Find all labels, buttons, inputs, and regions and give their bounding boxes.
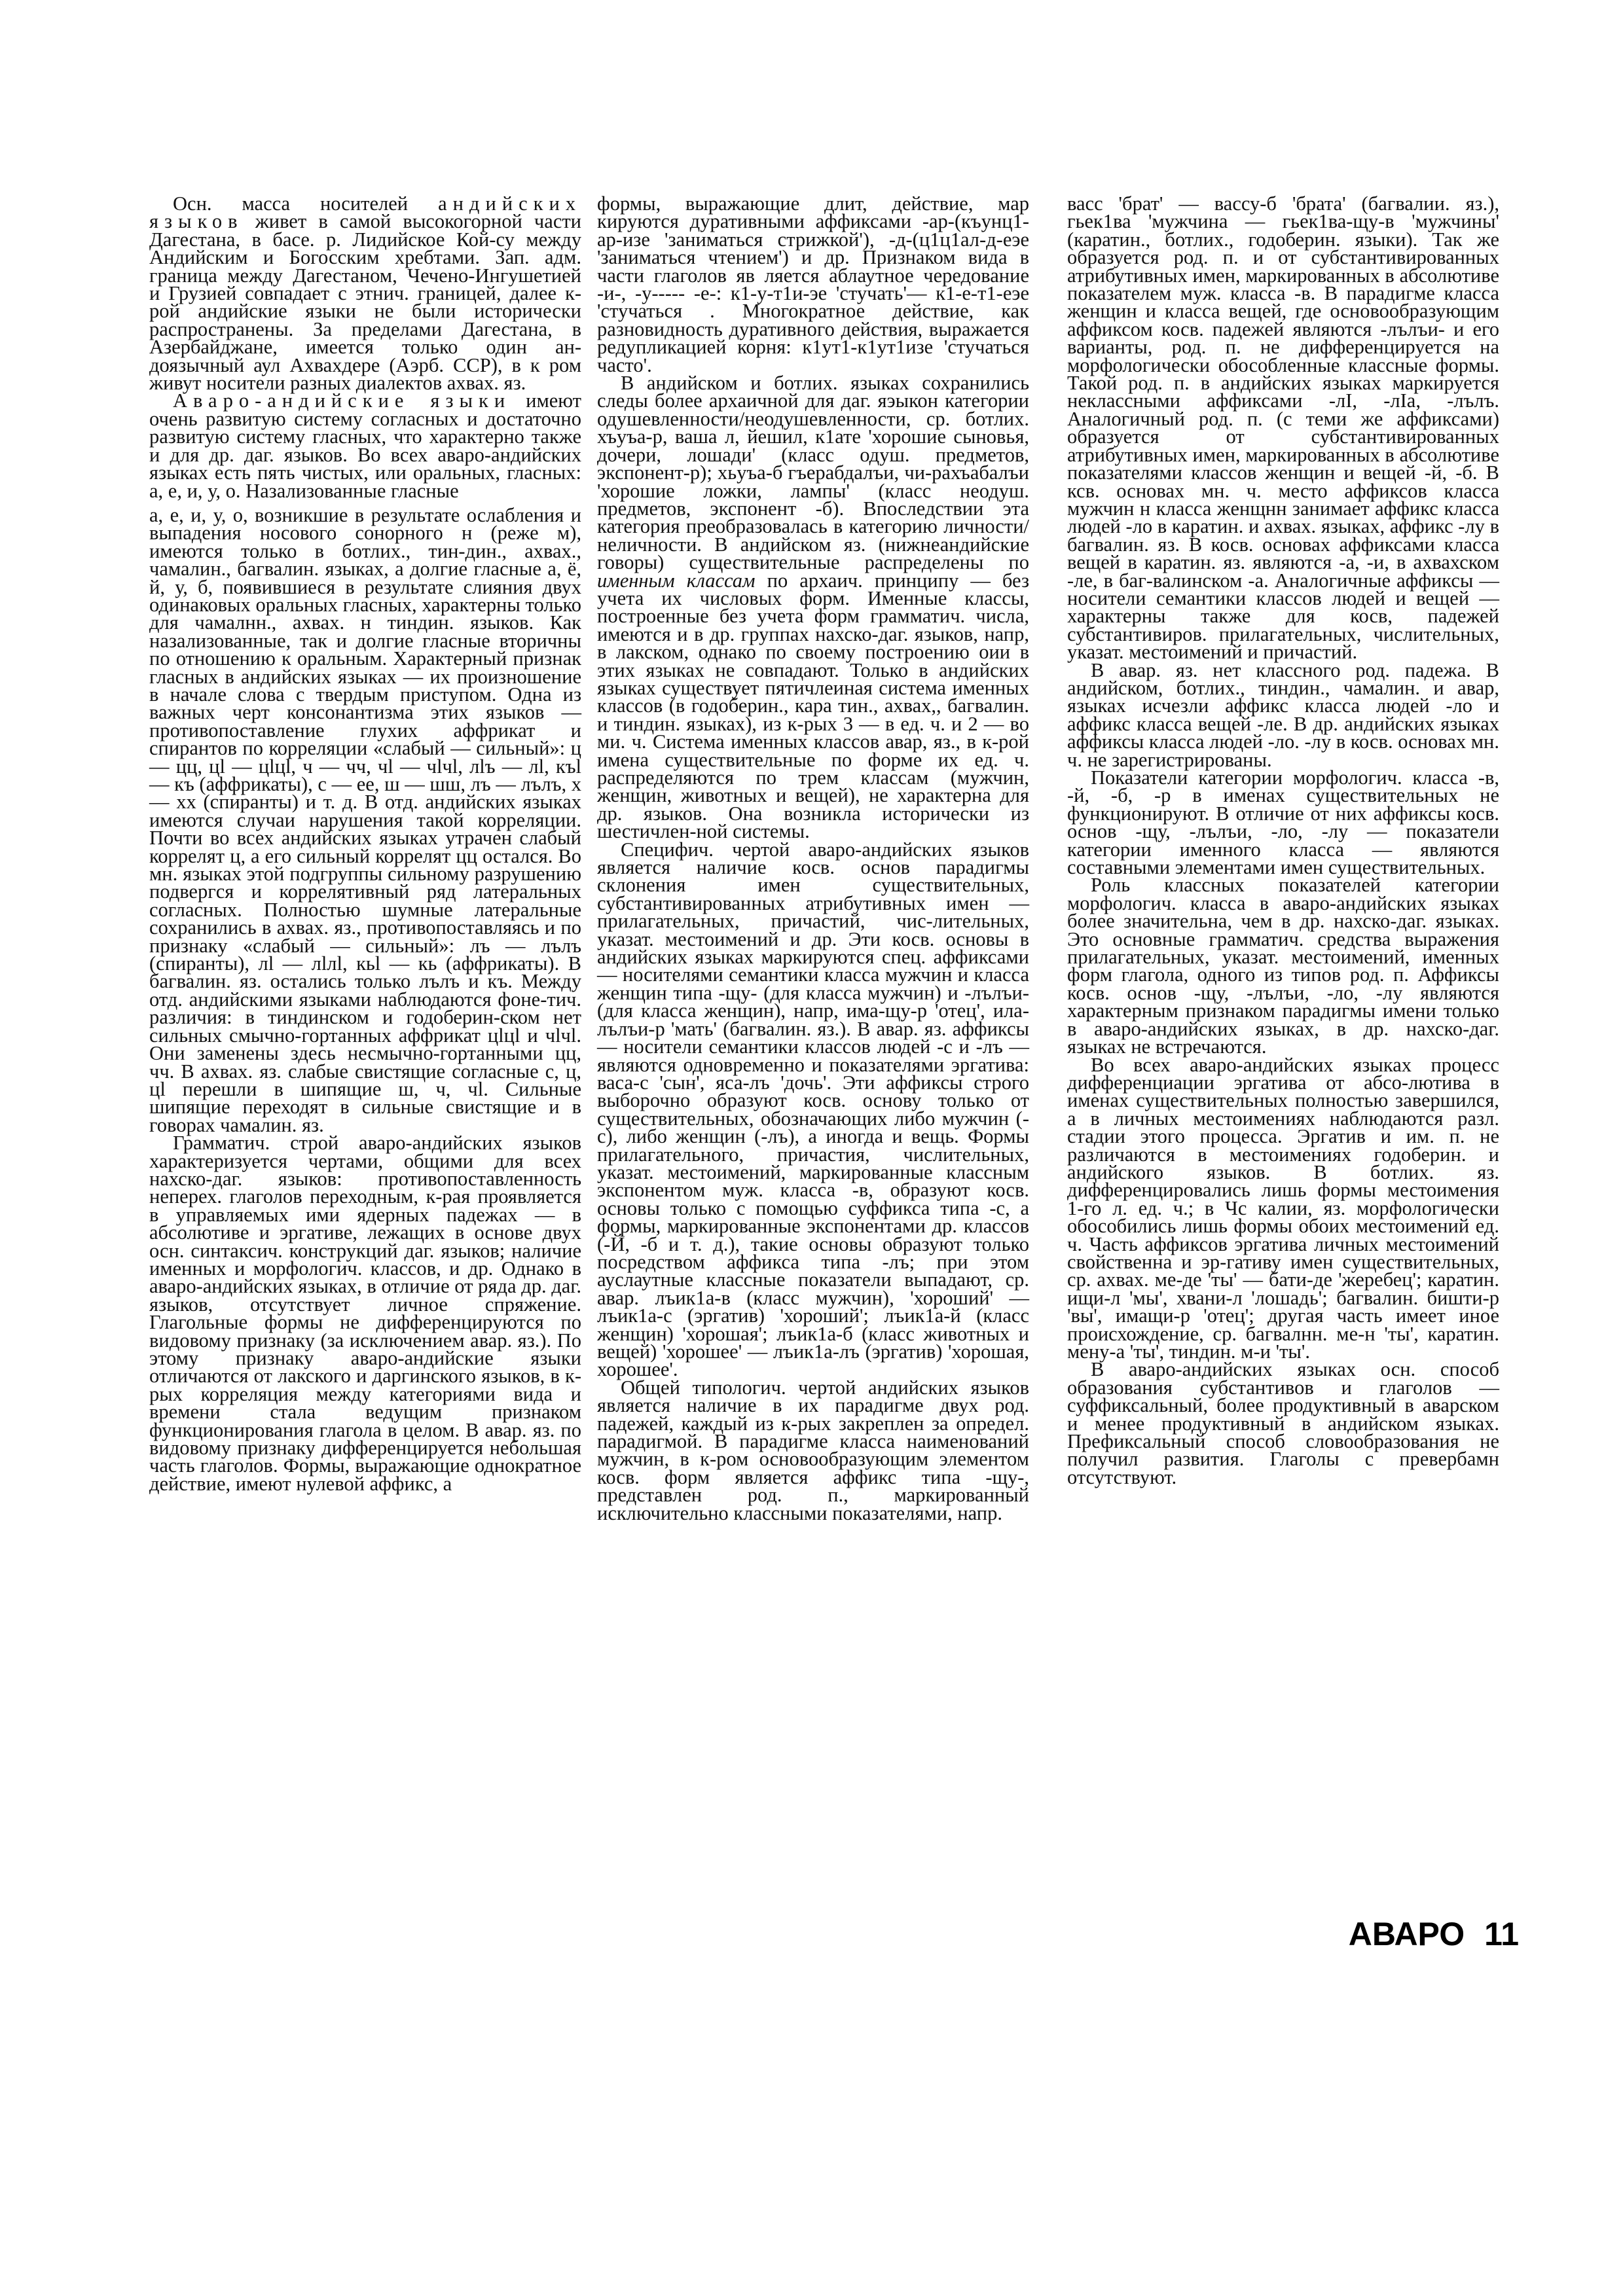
italic-term: именным классам: [597, 569, 756, 592]
paragraph: Показатели категории морфологич. класса -в, -й, -б, -р в именах существительных не функционируют. В отличие от них аффиксы косв. основ -щу, -лълъи, -ло, -лу — показатели категории именного класса — являются составными элементами имен существительных.: [1067, 766, 1499, 879]
running-head: [1244, 1915, 1519, 1953]
paragraph: а, е, и, у, о, возникшие в результате ослабления и выпадения носового сонорного н (реже м), имеются только в ботлих., тин-дин., ахвах., чамалин., багвалин. языках, а долгие гласные а, ё, й, у, б, появившиеся в результате слияния двух одинаковых оральных гласных, характерны только для чамалнн., ахвах. н тиндин. языков. Как назализованные, так и долгие гласные вторичны по отношению к оральным. Характерный признак гласных в андийских языках — их произношение в начале слова с твердым приступом. Одна из важных черт консонантизма этих языков — противопоставление глухих аффрикат и спирантов по корреляции «слабый — сильный»: ц — цц, цl — цlцl, ч — чч, чl — чlчl, лlъ — лl, къl — къ (аффрикаты), с — ее, ш — шш, лъ — лълъ, х — хх (спиранты) и т. д. В отд. андийских языках имеются случаи нарушения такой корреляции. Почти во всех андийских языках утрачен слабый коррелят ц, а его сильный коррелят цц остался. Во мн. языках этой подгруппы сильному разрушению подвергся и коррелятивный ряд латеральных согласных. Полностью шумные латеральные сохранились в ахвах. яз., противопоставляясь и по признаку «слабый — сильный»: лъ — лълъ (спиранты), лl — лlлl, кьl — кь (аффрикаты). В багвалин. яз. остались только лълъ и къ. Между отд. андийскими языками наблюдаются фоне-тич. различия: в тиндинском и годоберин-ском нет сильных смычно-гортанных аффрикат цlцl и чlчl. Они заменены здесь несмычно-гортанными цц, чч. В ахвах. яз. слабые свистящие согласные с, ц, цl перешли в шипящие ш, ч, чl. Сильные шипящие переходят в сильные свистящие и в говорах чамалин. яз.: [149, 503, 581, 1136]
paragraph: Аваро-андийские языки имеют очень развитую систему согласных и достаточно развитую систему гласных, что характерно также и для др. даг. языков. Во всех аваро-андийских языках есть пять чистых, или оральных, гласных: а, е, и, у, о. Назализованные гласные: [149, 389, 582, 502]
text-column-3: [1067, 192, 1499, 1488]
paragraph: васс 'брат' — вассу-б 'брата' (багвалии. яз.), гьек1ва 'мужчина — гьек1ва-щу-в 'мужчины' (каратин., ботлих., годоберин. языки). Так же образуется род. п. и от субстантивированных атрибутивных имен, маркированных в абсолютиве показателем муж. класса -в. В парадигме класса женщин и класса вещей, где основообразующим аффиксом косв. падежей являются -лълъи- и его варианты, род. п. не дифференцируется на морфологически обособленные классные формы. Такой род. п. в андийских языках маркируется неклассными аффиксами -лI, -лIа, -лълъ. Аналогичный род. п. (с теми же аффиксами) образуется от субстантивированных атрибутивных имен, маркированных в абсолютиве показателями классов женщин и вещей -й, -б. В ксв. основах мн. ч. место аффиксов класса мужчин н класса женщнн занимает аффикс класса людей -ло в каратин. и ахвах. языках, аффикс -лу в багвалин. яз. В косв. основах аффиксами класса вещей в каратин. яз. являются -а, -и, в ахвахском -ле, в баг-валинском -а. Аналогичные аффиксы — носители семантики классов людей и вещей — характерны также для косв, падежей субстантивиров. прилагательных, числительных, указат. местоимений и причастий.: [1067, 192, 1499, 664]
spaced-term: андийских языков: [149, 192, 582, 233]
paragraph: Общей типологич. чертой андийских языков является наличие в их парадигме двух род. падежей, каждый из к-рых закреплен за определ. парадигмой. В парадигме класса наименований мужчин, в к-ром основообразующим элементом косв. форм является аффикс типа -щу-, представлен род. п., маркированный исключительно классными показателями, напр.: [597, 1376, 1029, 1524]
paragraph: Специфич. чертой аваро-андийских языков является наличие косв. основ парадигмы склонения имен существительных, субстантивированных атрибутивных имен — прилагательных, причастий, чис-лительных, указат. местоимений и др. Эти косв. основы в андийских языках маркируются спец. аффиксами — носителями семантики класса мужчин и класса женщин типа -щу- (для класса мужчин) и -лълъи- (для класса женщин), напр, има-щу-р 'отец', ила-лълъи-р 'мать' (багвалин. яз.). В авар. яз. аффиксы — носители семантики классов людей -с и -лъ — являются одновременно и показателями эргатива: васа-с 'сын', яса-лъ 'дочь'. Эти аффиксы строго выборочно образуют косв. основу только от существительных, обозначающих либо мужчин (-с), либо женщин (-лъ), а иногда и вещь. Формы прилагательного, причастия, числительных, указат. местоимений, маркированные классным экспонентом муж. класса -в, образуют косв. основы только с помощью суффикса типа -с, а формы, маркированные экспонентами др. классов (-Й, -б и т. д.), такие основы образуют только посредством аффикса типа -лъ; при этом ауслаутные классные показатели выпадают, ср. авар. лъик1а-в (класс мужчин), 'хороший' — лъик1а-с (эргатив) 'хороший'; лъик1а-й (класс женщин) 'хорошая'; лъик1а-б (класс животных и вещей) 'хорошее' — лъик1а-лъ (эргатив) 'хорошая, хорошее'.: [597, 838, 1029, 1381]
paragraph: В аваро-андийских языках осн. способ образования субстантивов и глаголов — суффиксальный, более продуктивный в аварском и менее продуктивный в андийском языках. Префиксальный способ словообразования не получил развития. Глаголы с превербамн отсутствуют.: [1067, 1358, 1499, 1488]
paragraph: Во всех аваро-андийских языках процесс дифференциации эргатива от абсо-лютива в именах существительных полностью завершился, а в личных местоимениях наблюдаются разл. стадии этого процесса. Эргатив и им. п. не различаются в местоимениях годоберин. и андийского языков. В ботлих. яз. дифференцировались лишь формы местоимения 1-го л. ед. ч.; в Чс калии, яз. морфологически обособились лишь формы обоих местоимений ед. ч. Часть аффиксов эргатива личных местоимений свойственна и эр-гативу имен существительных, ср. ахвах. ме-де 'ты' — бати-де 'жеребец'; каратин. ищи-л 'мы', хвани-л 'лошадь'; багвалин. бишти-р 'вы', имащи-р 'отец'; другая часть имеет иное происхождение, ср. багвалнн. ме-н 'ты', каратин. мену-а 'ты', тиндин. м-и 'ты'.: [1067, 1053, 1499, 1363]
text-column-1: [149, 192, 582, 1495]
text-column-2: [597, 192, 1030, 1524]
paragraph: Грамматич. строй аваро-андийских языков характеризуется чертами, общими для всех нахско-даг. языков: противопоставленность неперех. глаголов переходным, к-рая проявляется в управляемых ими ядерных падежах — в абсолютиве и эргативе, лежащих в основе двух осн. синтаксич. конструкций даг. языков; наличие именных и морфологич. классов, и др. Однако в аваро-андийских языках, в отличие от ряда др. даг. языков, отсутствует личное спряжение. Глагольные формы не дифференцируются по видовому признаку (за исключением авар. яз.). По этому признаку аваро-андийские языки отличаются от лакского и даргинского языков, в к-рых корреляция между категориями вида и времени стала ведущим признаком функционирования глагола в целом. В авар. яз. по видовому признаку дифференцируется небольшая часть глаголов. Формы, выражающие однократное действие, имеют нулевой аффикс, а: [149, 1132, 581, 1495]
paragraph: В андийском и ботлих. языках сохранились следы более архаичной для даг. яэыкон категории одушевленности/неодушевленности, ср. ботлих. хъуъа-р, ваша л, йешил, к1ате 'хорошие сыновья, дочери, лошади' (класс одуш. предметов, экспонент-р); хьуъа-б гъерабдалъи, чи-рахъабалъи 'хорошие ложки, лампы' (класс неодуш. предметов, экспонент -б). Впоследствии эта категория преобразовалась в категорию личности/неличности. В андийском яз. (нижнеандийские говоры) существительные распределены по именным классам по архаич. принципу — без учета их числовых форм. Именные классы, построенные без учета форм грамматич. числа, имеются и в др. группах нахско-даг. языков, напр, в лакском, однако по своему построению оии в этих языках не совпадают. Только в андийских языках существует пятичлеиная система именных классов (в годоберин., кара тин., ахвах,, багвалин. и тиндин. языках), из к-рых 3 — в ед. ч. и 2 — во ми. ч. Система именных классов авар, яз., в к-рой имена существительные по форме их ед. ч. распределяются по трем классам (мужчин, женщин, животных и вещей), не характерна для др. языков. Она возникла исторически из шестичлен-ной системы.: [597, 372, 1030, 843]
paragraph: Роль классных показателей категории морфологич. класса в аваро-андийских языках более значительна, чем в др. нахско-даг. языках. Это основные грамматич. средства выражения прилагательных, указат. местоимений, именных форм глагола, одного из типов род. п. Аффиксы косв. основ -щу, -лълъи, -ло, -лу являются характерным признаком парадигмы имени только в аваро-андийских языках, в др. нахско-даг. языках не встречаются.: [1067, 874, 1499, 1058]
spaced-term: Аваро-андийские языки: [173, 389, 511, 412]
paragraph: Осн. масса носителей андийских языков живет в самой высокогорной части Дагестана, в басе. р. Лидийское Кой-су между Андийским и Богосским хребтами. Зап. адм. граница между Дагестаном, Чечено-Ингушетией и Грузией совпадает с этнич. границей, далее к-рой андийские языки не были исторически распространены. За пределами Дагестана, в Азербайджане, имеется только один ан-доязычный аул Ахвахдере (Аэрб. ССР), в к ром живут носители разных диалектов ахвах. яз.: [149, 192, 582, 395]
paragraph: формы, выражающие длит, действие, мар кируются дуративными аффиксами -ар-(къунц1-ар-изе 'заниматься стрижкой'), -д-(ц1ц1ал-д-еэе 'заниматься чтением') и др. Признаком вида в части глаголов яв ляется аблаутное чередование -и-, -у----- -е-: к1-у-т1и-эе 'стучать'— к1-е-т1-еэе 'стучаться . Многократное действие, как разновидность дуративного действия, выражается редупликацией корня: к1ут1-к1ут1изе 'стучаться часто'.: [597, 192, 1029, 376]
page-number: 11: [1484, 1916, 1519, 1952]
paragraph: В авар. яз. нет классного род. падежа. В андийском, ботлих., тиндин., чамалин. и авар, языках исчезли аффикс класса людей -ло и аффикс класса вещей -ле. В др. андийских языках аффиксы класса людей -ло. -лу в косв. основах мн. ч. не зарегистрированы.: [1067, 658, 1499, 771]
running-head-title: АВАРО: [1348, 1916, 1465, 1952]
